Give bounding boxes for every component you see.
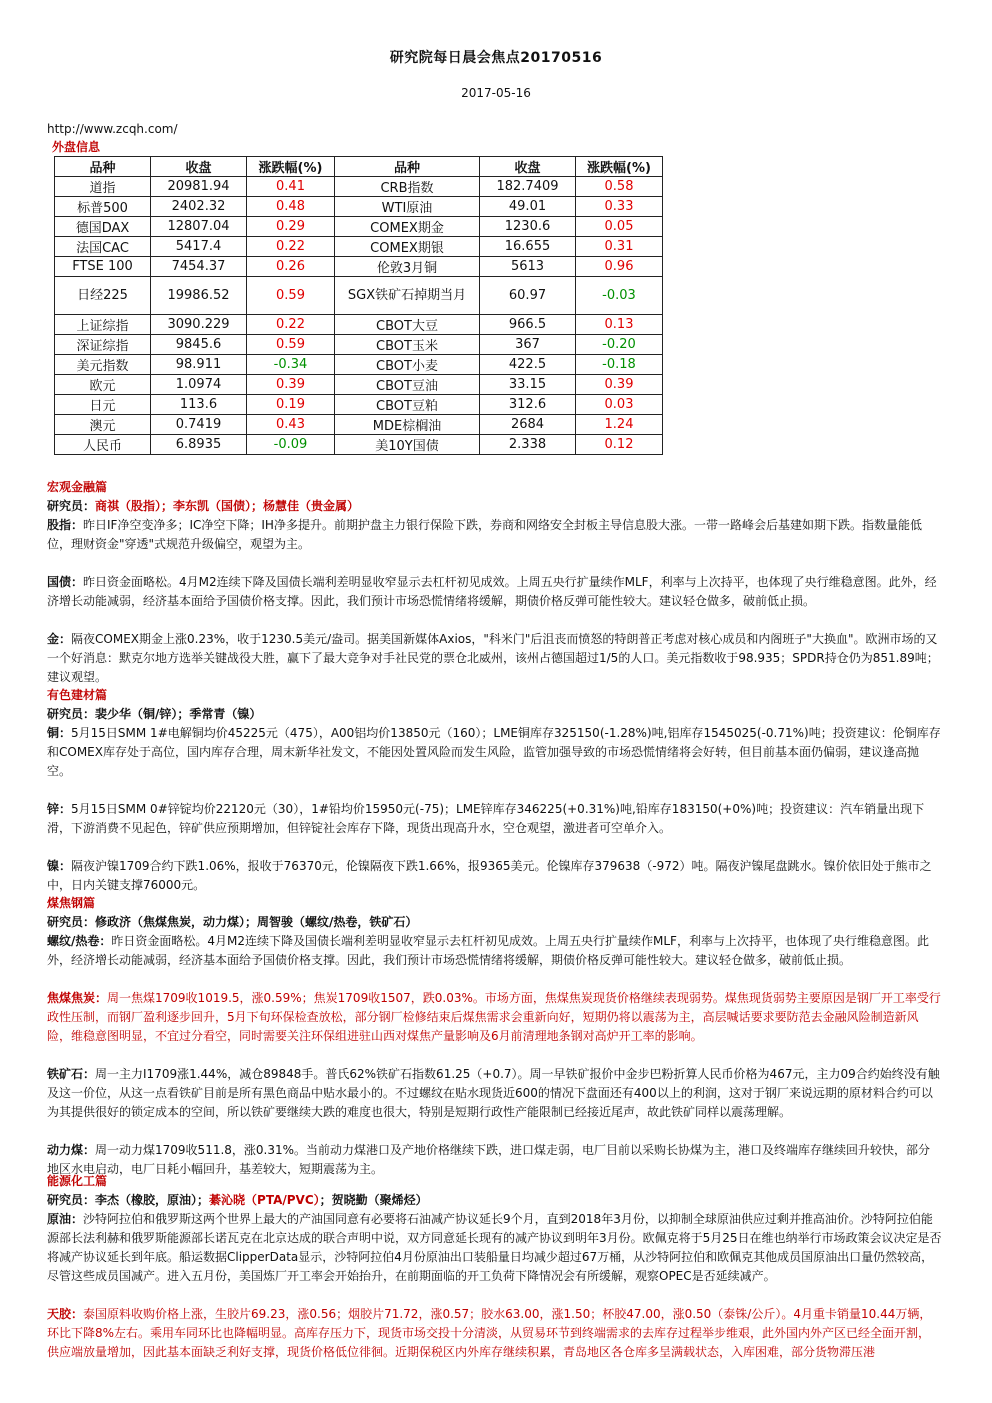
instrument-name: MDE棕榈油 <box>335 415 480 435</box>
table-row <box>55 355 663 375</box>
crude-paragraph <box>47 1210 942 1286</box>
change-value: 0.39 <box>247 375 335 395</box>
researcher-li: 李杰（橡胶，原油） <box>95 1193 198 1207</box>
steel-researchers <box>47 913 942 932</box>
instrument-name: 标普500 <box>55 197 151 217</box>
instrument-name: 美10Y国债 <box>335 435 480 455</box>
change-value: -0.03 <box>576 277 663 315</box>
change-value: 1.24 <box>576 415 663 435</box>
close-value: 12807.04 <box>151 217 247 237</box>
researcher-sep: ； <box>197 1193 210 1207</box>
change-value: 0.59 <box>247 335 335 355</box>
copper-text: 5月15日SMM 1#电解铜均价45225元（475），A00铝均价13850元（160）；LME铜库存325150(-1.28%)吨,铝库存1545025(-0.71%)吨；投资建议：伦铜库存和COMEX库存处于高位，国内库存合理，周末新华社发文，不能因处置风险而发生风险，监管加强导致的市场恐慌情绪将会好转，但目前基本面仍偏弱，建议逢高抛空。 <box>47 726 941 778</box>
change-value: 0.96 <box>576 257 663 277</box>
instrument-name: 日元 <box>55 395 151 415</box>
rebar-keyword: 螺纹/热卷： <box>47 934 112 948</box>
instrument-name: 伦敦3月铜 <box>335 257 480 277</box>
nickel-paragraph <box>47 857 942 895</box>
close-value: 422.5 <box>480 355 576 375</box>
metals-section <box>47 686 942 895</box>
close-value: 2402.32 <box>151 197 247 217</box>
ore-keyword: 铁矿石： <box>47 1067 96 1081</box>
zinc-text: 5月15日SMM 0#锌锭均价22120元（30），1#铅均价15950元(-75)；LME锌库存346225(+0.31%)吨,铅库存183150(+0%)吨；投资建议：汽车销量出现下滑，下游消费不见起色，锌矿供应预期增加，但锌锭社会库存下降，现货出现高升水，空仓观望，激进者可空单介入。 <box>47 802 925 835</box>
copper-paragraph <box>47 724 942 781</box>
close-value: 49.01 <box>480 197 576 217</box>
crude-keyword: 原油： <box>47 1212 84 1226</box>
table-row <box>55 335 663 355</box>
gold-text: 隔夜COMEX期金上涨0.23%，收于1230.5美元/盎司。据美国新媒体Axios，"科米门"后沮丧而愤怒的特朗普正考虑对核心成员和内阁班子"大换血"。欧洲市场的又一个好消息：默克尔地方选举关键战役大胜，赢下了最大竞争对手社民党的票仓北威州，该州占德国超过1/5的人口。美元指数收于98.935；SPDR持仓仍为851.89吨；建议观望。 <box>47 632 939 684</box>
change-value: 0.03 <box>576 395 663 415</box>
gold-keyword: 金： <box>47 632 72 646</box>
change-value: 0.13 <box>576 315 663 335</box>
instrument-name: CBOT玉米 <box>335 335 480 355</box>
change-value: 0.05 <box>576 217 663 237</box>
change-value: 0.33 <box>576 197 663 217</box>
researchers-names: 商祺（股指）；李东凯（国债）；杨慧佳（贵金属） <box>95 499 360 513</box>
coke-text: 周一焦煤1709收1019.5，涨0.59%；焦炭1709收1507，跌0.03%。市场方面，焦煤焦炭现货价格继续表现弱势。煤焦现货弱势主要原因是钢厂开工率受行政性压制，而钢厂盈利逐步回升，5月下旬环保检查放松，部分钢厂检修结束后煤焦需求会重新向好，短期仍将以震荡为主，高层喊话要求要防范去金融风险制造新风险，维稳意图明显，不宜过分看空，同时需要关注环保组进驻山西对煤焦产量影响及6月前清理地条钢对高炉开工率的影响。 <box>47 991 941 1043</box>
close-value: 20981.94 <box>151 177 247 197</box>
change-value: 0.29 <box>247 217 335 237</box>
steel-section-title: 煤焦钢篇 <box>47 896 96 910</box>
change-value: 0.22 <box>247 315 335 335</box>
close-value: 312.6 <box>480 395 576 415</box>
close-value: 182.7409 <box>480 177 576 197</box>
column-header: 品种 <box>55 157 151 177</box>
instrument-name: 法国CAC <box>55 237 151 257</box>
table-row <box>55 217 663 237</box>
close-value: 0.7419 <box>151 415 247 435</box>
energy-section <box>47 1172 942 1362</box>
researchers-names: 修政济（焦煤焦炭，动力煤）；周智骏（螺纹/热卷，铁矿石） <box>95 915 418 929</box>
metals-researchers <box>47 705 942 724</box>
researchers-names: 裴少华（铜/锌）；季常青（镍） <box>95 707 262 721</box>
ore-paragraph <box>47 1065 942 1122</box>
change-value: 0.26 <box>247 257 335 277</box>
instrument-name: FTSE 100 <box>55 257 151 277</box>
instrument-name: CRB指数 <box>335 177 480 197</box>
table-row <box>55 257 663 277</box>
close-value: 5417.4 <box>151 237 247 257</box>
nickel-text: 隔夜沪镍1709合约下跌1.06%，报收于76370元，伦镍隔夜下跌1.66%，报9365美元。伦镍库存379638（-972）吨。隔夜沪镍尾盘跳水。镍价依旧处于熊市之中，日内关键支撑76000元。 <box>47 859 932 892</box>
rebar-text: 昨日资金面略松。4月M2连续下降及国债长端利差明显收窄显示去杠杆初见成效。上周五央行扩量续作MLF，利率与上次持平，也体现了央行维稳意图。此外，经济增长动能减弱，经济基本面给予国债价格支撑。因此，我们预计市场恐慌情绪将缓解，期债价格反弹可能性较大。建议轻仓做多，破前低止损。 <box>47 934 929 967</box>
instrument-name: 美元指数 <box>55 355 151 375</box>
change-value: 0.39 <box>576 375 663 395</box>
zinc-paragraph <box>47 800 942 838</box>
coke-keyword: 焦煤焦炭： <box>47 991 108 1005</box>
stock-paragraph <box>47 516 942 554</box>
macro-section <box>47 478 942 687</box>
change-value: 0.59 <box>247 277 335 315</box>
table-row <box>55 415 663 435</box>
gold-paragraph <box>47 630 942 687</box>
close-value: 966.5 <box>480 315 576 335</box>
table-row <box>55 197 663 217</box>
thermal-coal-text: 周一动力煤1709收511.8，涨0.31%。当前动力煤港口及产地价格继续下跌，进口煤走弱，电厂目前以采购长协煤为主，港口及终端库存继续回升较快，部分地区水电启动，电厂日耗小幅回升，基差较大，短期震荡为主。 <box>47 1143 931 1176</box>
steel-section <box>47 894 942 1179</box>
researchers-label: 研究员： <box>47 499 96 513</box>
market-label: 外盘信息 <box>52 140 101 154</box>
thermal-coal-keyword: 动力煤： <box>47 1143 96 1157</box>
ore-text: 周一主力I1709涨1.44%，减仓89848手。普氏62%铁矿石指数61.25（+0.7）。周一早铁矿报价中金步巴粉折算人民币价格为467元，主力09合约始终没有触及这一价位，从这一点看铁矿目前是所有黑色商品中贴水最小的。不过螺纹在贴水现货近600的情况下盘面还有400以上的利润，这对于钢厂来说远期的原材料合约可以为其提供很好的锁定成本的空间，所以铁矿要继续大跌的难度也很大，特别是短期行政性产能限制已经接近尾声，故此铁矿同样以震荡理解。 <box>47 1067 940 1119</box>
close-value: 7454.37 <box>151 257 247 277</box>
table-row <box>55 237 663 257</box>
instrument-name: CBOT豆油 <box>335 375 480 395</box>
copper-keyword: 铜： <box>47 726 72 740</box>
crude-text: 沙特阿拉伯和俄罗斯这两个世界上最大的产油国同意有必要将石油减产协议延长9个月，直到2018年3月份，以抑制全球原油供应过剩并推高油价。沙特阿拉伯能源部长法利赫和俄罗斯能源部长诺瓦克在北京达成的联合声明中说，双方同意延长现有的减产协议到明年3月份。欧佩克将于5月25日在维也纳举行市场政策会议决定是否将减产协议延长到年底。船运数据ClipperData显示，沙特阿拉伯4月份原油出口装船量日均减少超过67万桶，从沙特阿拉伯和欧佩克其他成员国原油出口量仍然较高，尽管这些成员国减产。进入五月份，美国炼厂开工率会开始抬升，在前期面临的开工负荷下降情况会有所缓解，观察OPEC是否延续减产。 <box>47 1212 942 1283</box>
macro-section-title: 宏观金融篇 <box>47 480 108 494</box>
close-value: 98.911 <box>151 355 247 375</box>
close-value: 60.97 <box>480 277 576 315</box>
close-value: 19986.52 <box>151 277 247 315</box>
researchers-label: 研究员： <box>47 707 96 721</box>
researcher-he: ；贺晓勤（聚烯烃） <box>319 1193 428 1207</box>
change-value: 0.48 <box>247 197 335 217</box>
table-row <box>55 315 663 335</box>
instrument-name: 上证综指 <box>55 315 151 335</box>
close-value: 2.338 <box>480 435 576 455</box>
change-value: 0.12 <box>576 435 663 455</box>
close-value: 3090.229 <box>151 315 247 335</box>
close-value: 9845.6 <box>151 335 247 355</box>
close-value: 2684 <box>480 415 576 435</box>
change-value: 0.43 <box>247 415 335 435</box>
rebar-paragraph <box>47 932 942 970</box>
instrument-name: 日经225 <box>55 277 151 315</box>
table-body <box>55 177 663 455</box>
bond-text: 昨日资金面略松。4月M2连续下降及国债长端利差明显收窄显示去杠杆初见成效。上周五央行扩量续作MLF，利率与上次持平，也体现了央行维稳意图。此外，经济增长动能减弱，经济基本面给予国债价格支撑。因此，我们预计市场恐慌情绪将缓解，期债价格反弹可能性较大。建议轻仓做多，破前低止损。 <box>47 575 937 608</box>
table-row <box>55 277 663 315</box>
instrument-name: SGX铁矿石掉期当月 <box>335 277 480 315</box>
close-value: 1230.6 <box>480 217 576 237</box>
change-value: -0.20 <box>576 335 663 355</box>
column-header: 品种 <box>335 157 480 177</box>
instrument-name: 深证综指 <box>55 335 151 355</box>
macro-researchers <box>47 497 942 516</box>
rubber-text: 泰国原料收购价格上涨，生胶片69.23，涨0.56；烟胶片71.72，涨0.57；胶水63.00，涨1.50；杯胶47.00，涨0.50（泰铢/公斤）。4月重卡销量10.44万辆，环比下降8%左右。乘用车同环比也降幅明显。高库存压力下，现货市场交投十分清淡，从贸易环节到终端需求的去库存过程举步维艰，此外国内外产区已经全面开割，供应端放量增加，因此基本面缺乏利好支撑，现货价格低位徘徊。近期保税区内外库存继续积累，青岛地区各仓库多呈满载状态，入库困难，部分货物滞压港 <box>47 1307 932 1359</box>
close-value: 5613 <box>480 257 576 277</box>
market-table <box>54 156 663 455</box>
change-value: -0.09 <box>247 435 335 455</box>
table-row <box>55 177 663 197</box>
close-value: 113.6 <box>151 395 247 415</box>
researchers-label: 研究员： <box>47 915 96 929</box>
stock-text: 昨日IF净空变净多；IC净空下降；IH净多提升。前期护盘主力银行保险下跌，券商和网络安全封板主导信息股大涨。一带一路峰会后基建如期下跌。指数量能低位，理财资金"穿透"式规范升级偏空，观望为主。 <box>47 518 922 551</box>
instrument-name: 道指 <box>55 177 151 197</box>
instrument-name: 德国DAX <box>55 217 151 237</box>
zinc-keyword: 锌： <box>47 802 72 816</box>
instrument-name: 欧元 <box>55 375 151 395</box>
close-value: 33.15 <box>480 375 576 395</box>
website-link[interactable]: http://www.zcqh.com/ <box>47 122 178 136</box>
close-value: 6.8935 <box>151 435 247 455</box>
instrument-name: CBOT豆粕 <box>335 395 480 415</box>
table-row <box>55 435 663 455</box>
instrument-name: CBOT小麦 <box>335 355 480 375</box>
instrument-name: 人民币 <box>55 435 151 455</box>
rubber-paragraph <box>47 1305 942 1362</box>
change-value: -0.34 <box>247 355 335 375</box>
researcher-qi: 綦沁晓（PTA/PVC） <box>209 1193 320 1207</box>
column-header: 涨跌幅(%) <box>576 157 663 177</box>
metals-section-title: 有色建材篇 <box>47 688 108 702</box>
table-row <box>55 395 663 415</box>
change-value: 0.19 <box>247 395 335 415</box>
column-header: 收盘 <box>480 157 576 177</box>
table-header-row <box>55 157 663 177</box>
column-header: 收盘 <box>151 157 247 177</box>
rubber-keyword: 天胶： <box>47 1307 84 1321</box>
close-value: 367 <box>480 335 576 355</box>
researchers-label: 研究员： <box>47 1193 96 1207</box>
table-row <box>55 375 663 395</box>
change-value: 0.22 <box>247 237 335 257</box>
close-value: 1.0974 <box>151 375 247 395</box>
bond-keyword: 国债： <box>47 575 84 589</box>
stock-keyword: 股指： <box>47 518 84 532</box>
report-date: 2017-05-16 <box>461 86 531 100</box>
instrument-name: 澳元 <box>55 415 151 435</box>
nickel-keyword: 镍： <box>47 859 72 873</box>
instrument-name: COMEX期金 <box>335 217 480 237</box>
instrument-name: COMEX期银 <box>335 237 480 257</box>
change-value: 0.41 <box>247 177 335 197</box>
energy-researchers <box>47 1191 942 1210</box>
instrument-name: CBOT大豆 <box>335 315 480 335</box>
page-title: 研究院每日晨会焦点20170516 <box>389 50 603 66</box>
change-value: -0.18 <box>576 355 663 375</box>
coke-paragraph <box>47 989 942 1046</box>
bond-paragraph <box>47 573 942 611</box>
close-value: 16.655 <box>480 237 576 257</box>
instrument-name: WTI原油 <box>335 197 480 217</box>
column-header: 涨跌幅(%) <box>247 157 335 177</box>
change-value: 0.31 <box>576 237 663 257</box>
change-value: 0.58 <box>576 177 663 197</box>
energy-section-title: 能源化工篇 <box>47 1174 108 1188</box>
